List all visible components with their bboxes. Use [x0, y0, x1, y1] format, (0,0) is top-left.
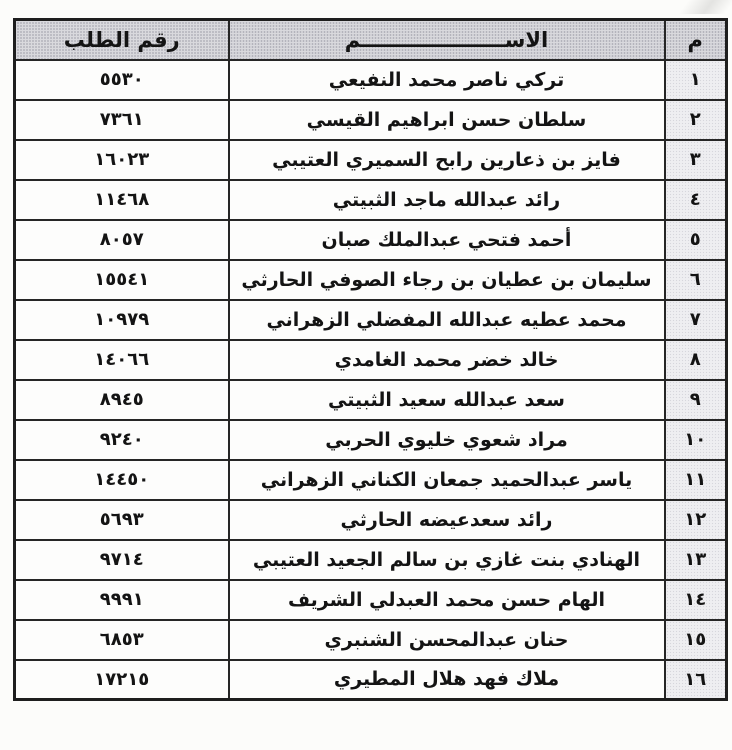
name-cell: الهام حسن محمد العبدلي الشريف	[229, 580, 665, 620]
table-row	[15, 540, 727, 580]
serial-cell: ٣	[665, 140, 727, 180]
request-number-cell: ٨٠٥٧	[15, 220, 229, 260]
name-cell: سلطان حسن ابراهيم القيسي	[229, 100, 665, 140]
serial-cell: ١٥	[665, 620, 727, 660]
table-row	[15, 420, 727, 460]
table-row	[15, 60, 727, 100]
table-row	[15, 580, 727, 620]
request-number-cell: ٩٧١٤	[15, 540, 229, 580]
table-row	[15, 220, 727, 260]
name-cell: رائد سعدعيضه الحارثي	[229, 500, 665, 540]
request-number-cell: ١٠٩٧٩	[15, 300, 229, 340]
serial-cell: ١٤	[665, 580, 727, 620]
header-row	[15, 20, 727, 60]
serial-cell: ١٣	[665, 540, 727, 580]
name-cell: محمد عطيه عبدالله المفضلي الزهراني	[229, 300, 665, 340]
table-row	[15, 100, 727, 140]
serial-cell: ١٠	[665, 420, 727, 460]
table-row	[15, 180, 727, 220]
serial-cell: ٦	[665, 260, 727, 300]
serial-cell: ١٦	[665, 660, 727, 700]
request-number-cell: ٥٥٣٠	[15, 60, 229, 100]
name-cell: حنان عبدالمحسن الشنبري	[229, 620, 665, 660]
serial-cell: ٤	[665, 180, 727, 220]
table-row	[15, 460, 727, 500]
table-row	[15, 660, 727, 700]
header-name: الاســــــــــــــــــــم	[229, 20, 665, 60]
name-cell: سعد عبدالله سعيد الثبيتي	[229, 380, 665, 420]
table-row	[15, 340, 727, 380]
name-cell: الهنادي بنت غازي بن سالم الجعيد العتيبي	[229, 540, 665, 580]
request-number-cell: ١١٤٦٨	[15, 180, 229, 220]
serial-cell: ٩	[665, 380, 727, 420]
name-cell: ملاك فهد هلال المطيري	[229, 660, 665, 700]
serial-cell: ١١	[665, 460, 727, 500]
serial-cell: ٧	[665, 300, 727, 340]
header-request-number: رقم الطلب	[15, 20, 229, 60]
request-number-cell: ١٥٥٤١	[15, 260, 229, 300]
serial-cell: ١٢	[665, 500, 727, 540]
name-cell: ياسر عبدالحميد جمعان الكناني الزهراني	[229, 460, 665, 500]
request-number-cell: ١٦٠٢٣	[15, 140, 229, 180]
table-header	[15, 20, 727, 60]
table-row	[15, 380, 727, 420]
requests-table	[13, 18, 728, 701]
request-number-cell: ١٧٢١٥	[15, 660, 229, 700]
name-cell: مراد شعوي خليوي الحربي	[229, 420, 665, 460]
table-row	[15, 500, 727, 540]
scan-artifact	[668, 0, 732, 14]
request-number-cell: ٦٨٥٣	[15, 620, 229, 660]
request-number-cell: ١٤٤٥٠	[15, 460, 229, 500]
table-row	[15, 300, 727, 340]
serial-cell: ١	[665, 60, 727, 100]
table-row	[15, 260, 727, 300]
table-body	[15, 60, 727, 700]
table-row	[15, 140, 727, 180]
serial-cell: ٥	[665, 220, 727, 260]
name-cell: أحمد فتحي عبدالملك صبان	[229, 220, 665, 260]
serial-cell: ٨	[665, 340, 727, 380]
request-number-cell: ١٤٠٦٦	[15, 340, 229, 380]
name-cell: رائد عبدالله ماجد الثبيتي	[229, 180, 665, 220]
serial-cell: ٢	[665, 100, 727, 140]
name-cell: خالد خضر محمد الغامدي	[229, 340, 665, 380]
request-number-cell: ٨٩٤٥	[15, 380, 229, 420]
name-cell: سليمان بن عطيان بن رجاء الصوفي الحارثي	[229, 260, 665, 300]
name-cell: تركي ناصر محمد النفيعي	[229, 60, 665, 100]
table-row	[15, 620, 727, 660]
name-cell: فايز بن ذعارين رابح السميري العتيبي	[229, 140, 665, 180]
request-number-cell: ٥٦٩٣	[15, 500, 229, 540]
header-serial: م	[665, 20, 727, 60]
request-number-cell: ٩٢٤٠	[15, 420, 229, 460]
request-number-cell: ٩٩٩١	[15, 580, 229, 620]
request-number-cell: ٧٣٦١	[15, 100, 229, 140]
